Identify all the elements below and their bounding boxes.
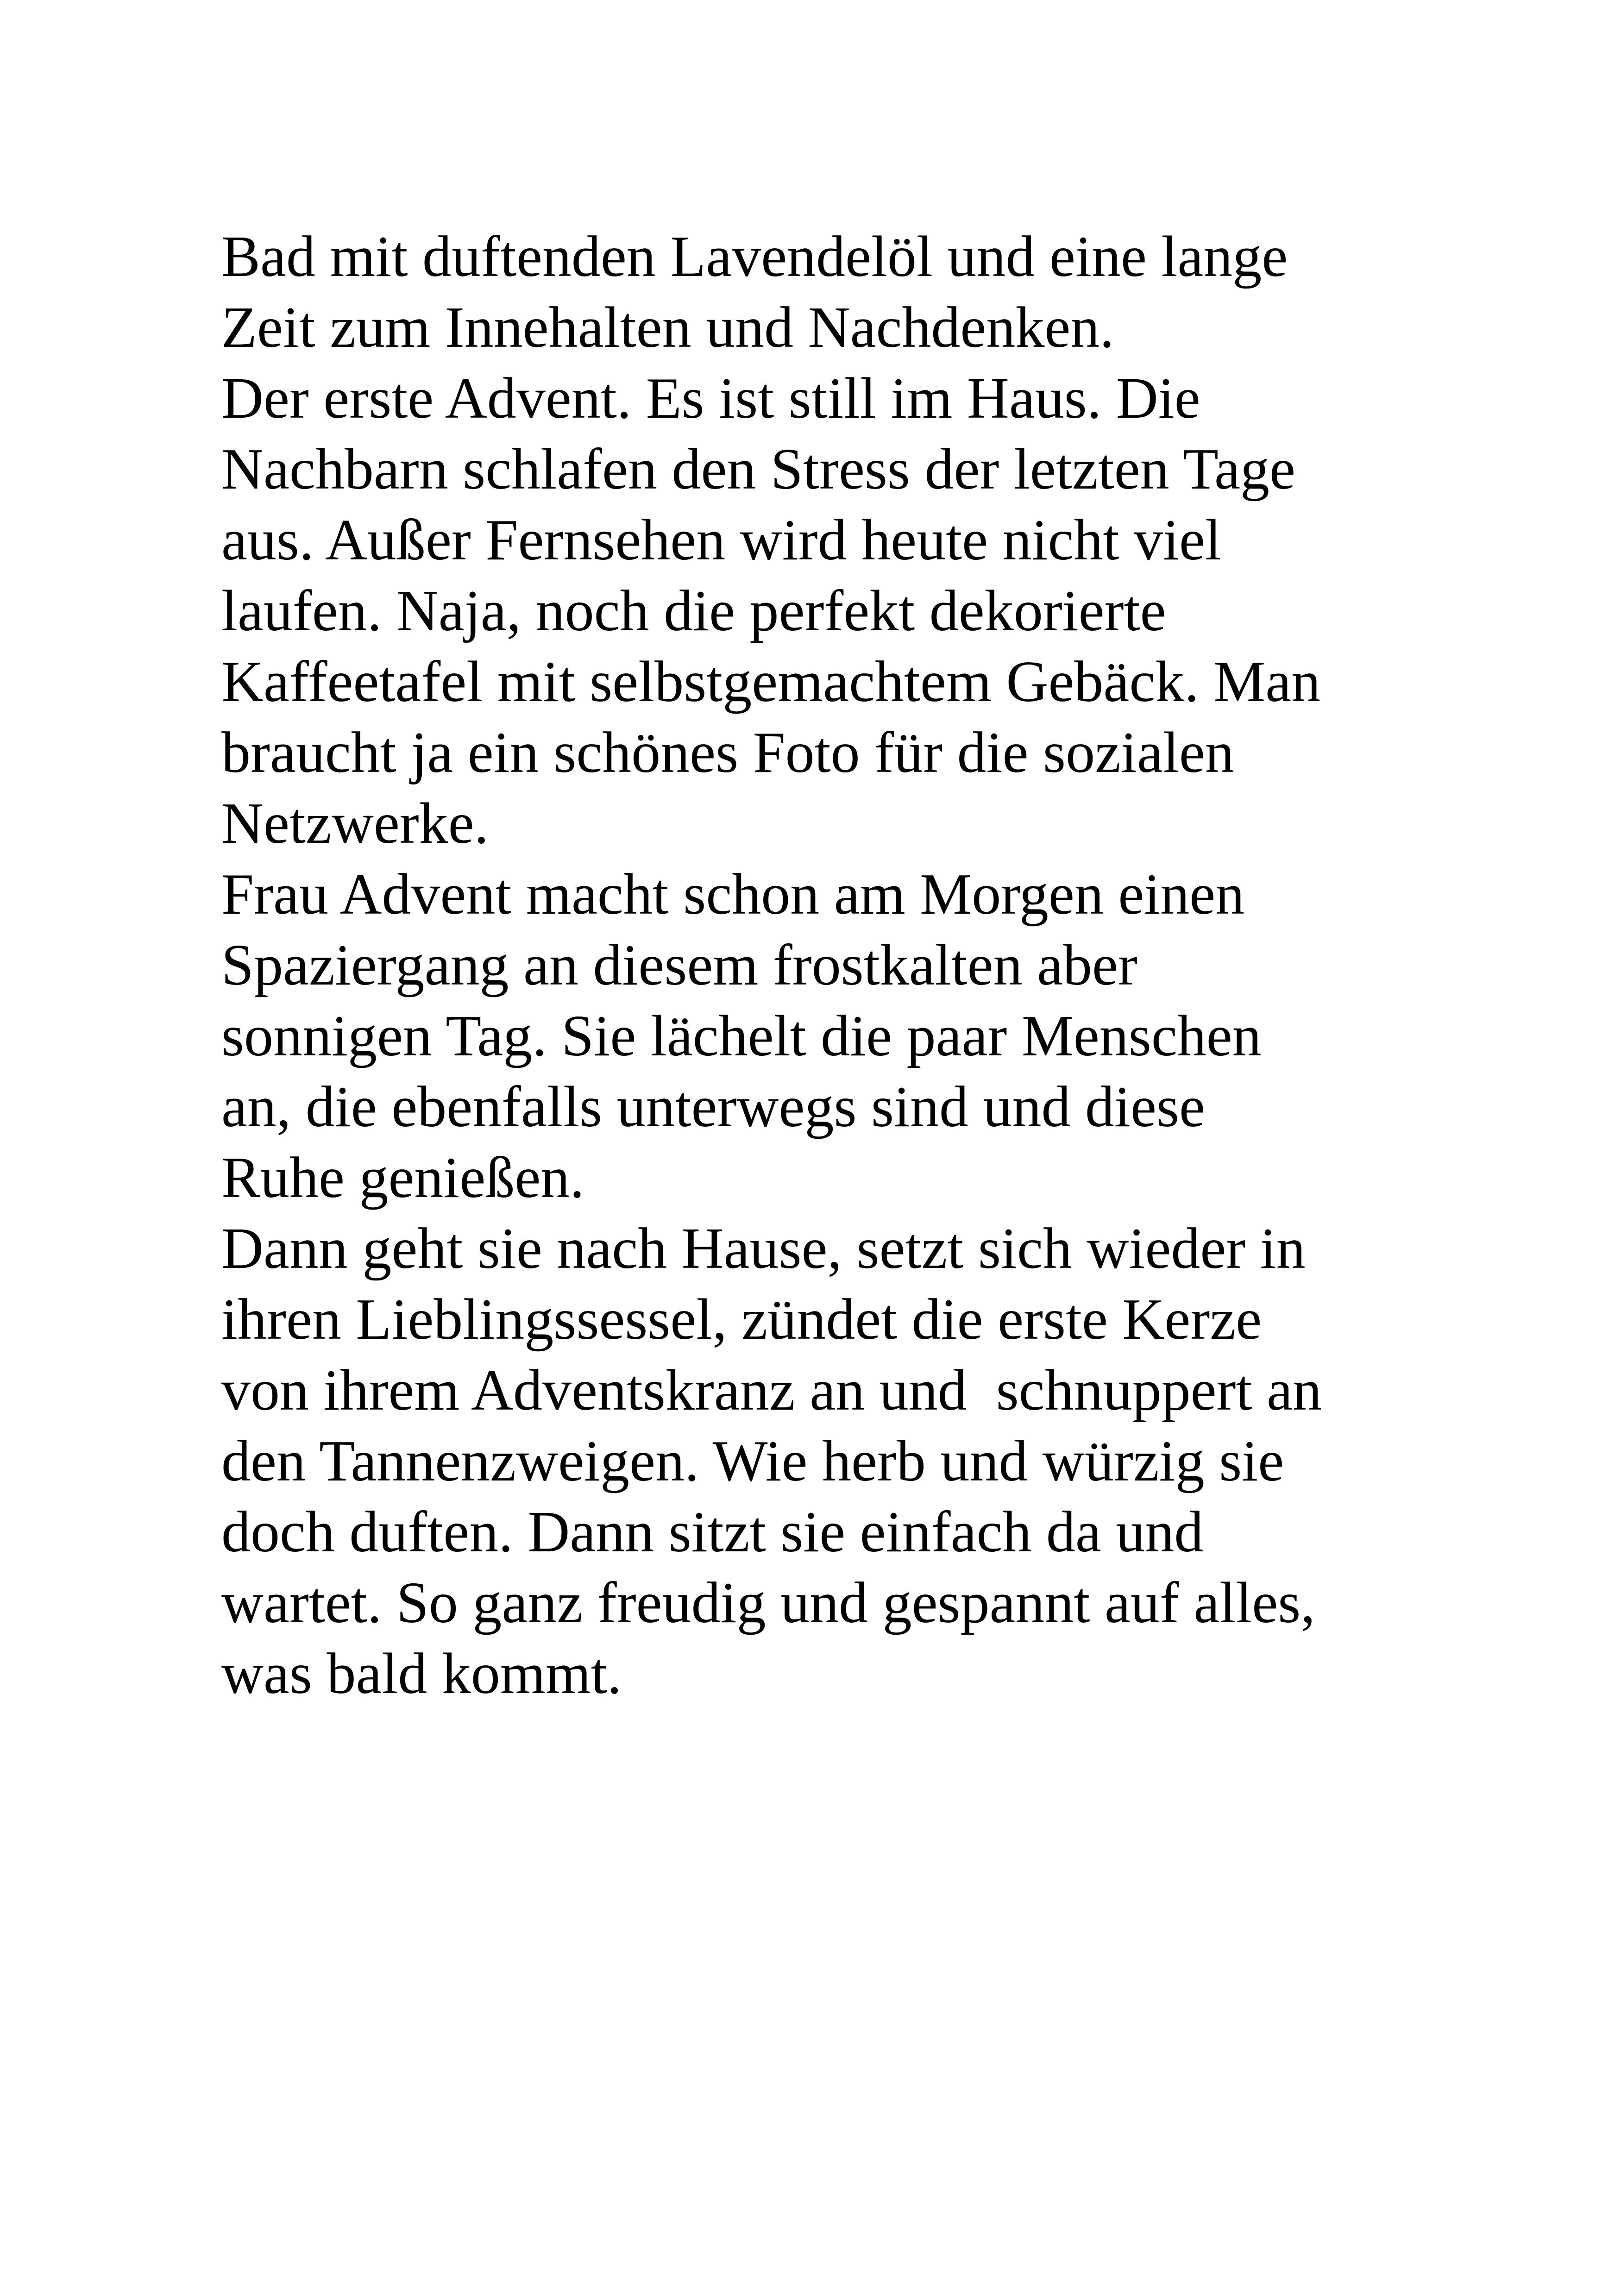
text-line: Frau Advent macht schon am Morgen einen bbox=[221, 862, 1245, 927]
text-line: an, die ebenfalls unterwegs sind und diese bbox=[221, 1075, 1205, 1139]
text-line: laufen. Naja, noch die perfekt dekorierte bbox=[221, 579, 1166, 643]
text-line: Spaziergang an diesem frostkalten aber bbox=[221, 933, 1137, 997]
text-line: von ihrem Adventskranz an und schnuppert an bbox=[221, 1358, 1322, 1423]
text-line: Ruhe genießen. bbox=[221, 1146, 584, 1210]
text-line: braucht ja ein schönes Foto für die sozialen bbox=[221, 721, 1234, 785]
text-line: doch duften. Dann sitzt sie einfach da und bbox=[221, 1500, 1204, 1564]
body-text bbox=[221, 221, 1449, 1709]
text-line: wartet. So ganz freudig und gespannt auf alles, bbox=[221, 1571, 1315, 1635]
text-line: was bald kommt. bbox=[221, 1642, 622, 1706]
text-line: Zeit zum Innehalten und Nachdenken. bbox=[221, 295, 1114, 360]
text-line: Netzwerke. bbox=[221, 791, 489, 856]
text-line: den Tannenzweigen. Wie herb und würzig sie bbox=[221, 1429, 1284, 1493]
text-line: Dann geht sie nach Hause, setzt sich wieder in bbox=[221, 1217, 1306, 1281]
text-line: sonnigen Tag. Sie lächelt die paar Menschen bbox=[221, 1004, 1262, 1068]
text-line: aus. Außer Fernsehen wird heute nicht viel bbox=[221, 508, 1221, 572]
text-line: Kaffeetafel mit selbstgemachtem Gebäck. Man bbox=[221, 650, 1321, 714]
text-line: Bad mit duftenden Lavendelöl und eine lange bbox=[221, 225, 1288, 289]
text-line: Nachbarn schlafen den Stress der letzten Tage bbox=[221, 437, 1295, 502]
text-line: ihren Lieblingssessel, zündet die erste Kerze bbox=[221, 1287, 1262, 1352]
text-line: Der erste Advent. Es ist still im Haus. Die bbox=[221, 366, 1200, 431]
